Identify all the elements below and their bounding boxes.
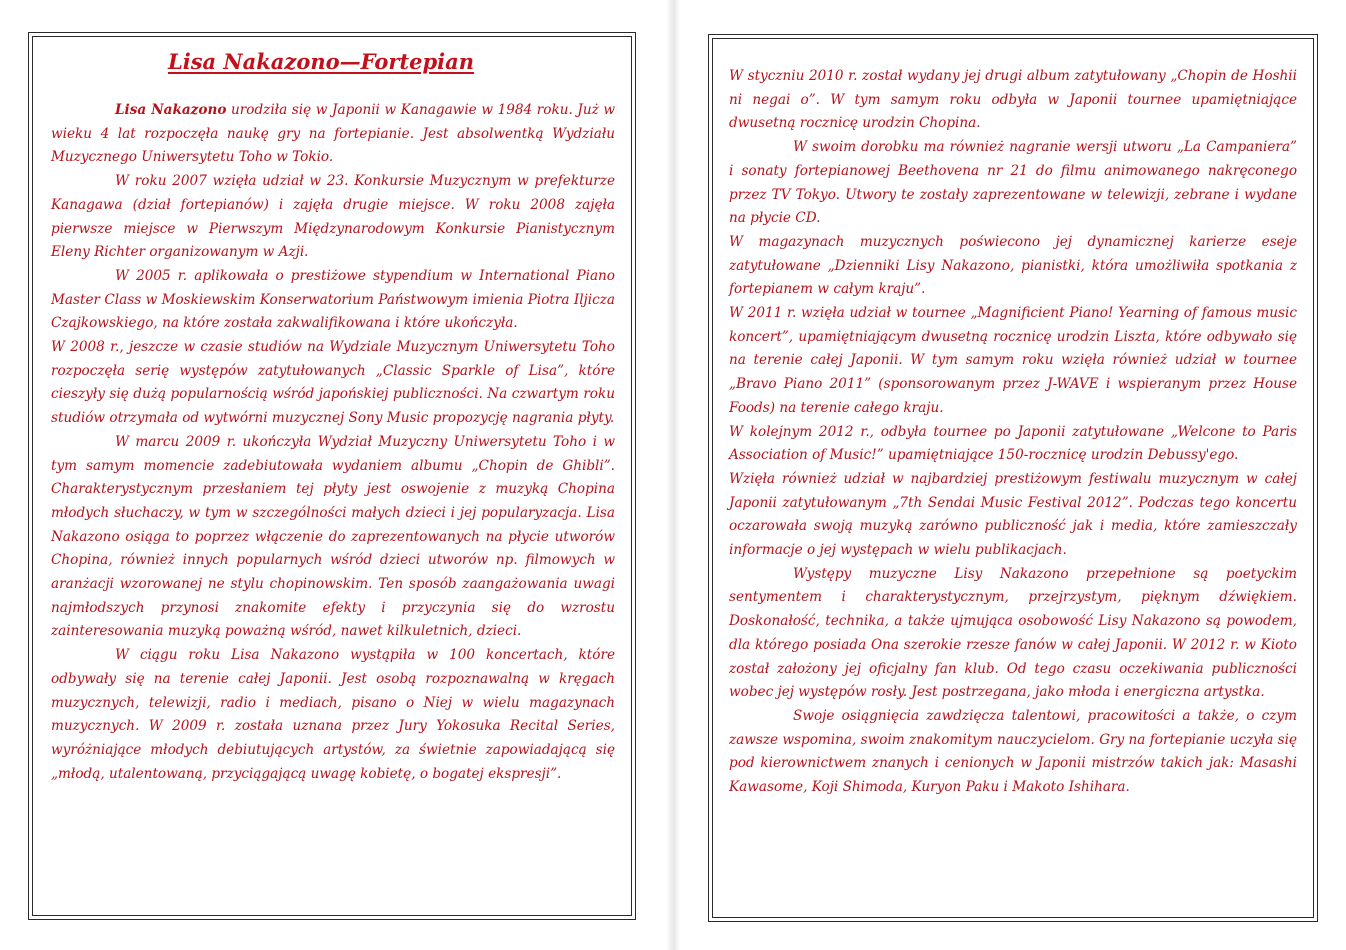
right-paragraph-4: W 2011 r. wzięła udział w tournee „Magnificient Piano! Yearning of famous music koncert”, upamiętniającym dwusetną rocznicę urodzin Liszta, które odbywało się na terenie całej Japonii. W tym samym roku wzięła również udział w tournee „Bravo Piano 2011” (sponsorowanym przez J-WAVE i wspieranym przez House Foods) na terenie całego kraju. — [729, 305, 1297, 416]
left-paragraph-5: W marcu 2009 r. ukończyła Wydział Muzyczny Uniwersytetu Toho i w tym samym momencie zadebiutowała wydaniem albumu „Chopin de Ghibli”. Charakterystycznym przesłaniem tej płyty jest oswojenie z muzyką Chopina młodych słuchaczy, w tym w szczególności małych dzieci i jej popularyzacja. Lisa Nakazono osiąga to poprzez włączenie do zaprezentowanych na płycie utworów Chopina, również innych popularnych wśród dzieci utworów np. filmowych w aranżacji wzorowanej ne stylu chopinowskim. Ten sposób zaangażowania uwagi najmłodszych przynosi znakomite efekty i przyczynia się do wzrostu zainteresowania muzyką poważną wśród, nawet kilkuletnich, dzieci. — [51, 433, 615, 640]
left-paragraph-4: W 2008 r., jeszcze w czasie studiów na Wydziale Muzycznym Uniwersytetu Toho rozpoczęła serię występów zatytułowanych „Classic Sparkle of Lisa”, które cieszyły się dużą popularnością wśród japońskiej publiczności. Na czwartym roku studiów otrzymała od wytwórni muzycznej Sony Music propozycję nagrania płyty. — [51, 339, 615, 427]
page-title: Lisa Nakazono—Fortepian — [167, 49, 475, 74]
left-paragraph-3: W 2005 r. aplikowała o prestiżowe stypendium w International Piano Master Class w Moskiewskim Konserwatorium Państwowym imienia Piotra Iljicza Czajkowskiego, na które została zakwalifikowana i które ukończyła. — [51, 267, 615, 332]
left-paragraph-2: W roku 2007 wzięła udział w 23. Konkursie Muzycznym w prefekturze Kanagawa (dział fortepianów) i zajęła drugie miejsce. W roku 2008 zajęła pierwsze miejsce w Pierwszym Międzynarodowym Konkursie Pianistycznym Eleny Richter organizowanym w Azji. — [51, 173, 615, 261]
left-paragraph-1-text: urodziła się w Japonii w Kanagawie w 1984 roku. Już w wieku 4 lat rozpoczęła naukę gry na fortepianie. Jest absolwentką Wydziału Muzycznego Uniwersytetu Toho w Tokio. — [51, 102, 615, 166]
left-paragraph-1 — [51, 99, 615, 170]
right-paragraph-3: W magazynach muzycznych poświecono jej dynamicznej karierze eseje zatytułowane „Dzienniki Lisy Nakazono, pianistki, która umożliwiła spotkania z fortepianem w całym kraju”. — [729, 233, 1297, 298]
right-page-text — [729, 65, 1297, 800]
right-paragraph-6: Wzięła również udział w najbardziej prestiżowym festiwalu muzycznym w całej Japonii zatytułowanym „7th Sendai Music Festival 2012”. Podczas tego koncertu oczarowała swoją muzyką zarówno publiczność jak i media, które zamieszczały informacje o jej występach w wielu publikacjach. — [729, 470, 1297, 559]
right-paragraph-1: W styczniu 2010 r. został wydany jej drugi album zatytułowany „Chopin de Hoshii ni negai o”. W tym samym roku odbyła w Japonii tournee upamiętniające dwusetną rocznicę urodzin Chopina. — [729, 68, 1297, 132]
left-page-frame — [32, 36, 632, 916]
right-paragraph-5: W kolejnym 2012 r., odbyła tournee po Japonii zatytułowane „Welcone to Paris Association of Music!” upamiętniające 150-rocznicę urodzin Debussy'ego. — [729, 423, 1297, 464]
right-page-frame — [712, 38, 1314, 918]
right-paragraph-7: Występy muzyczne Lisy Nakazono przepełnione są poetyckim sentymentem i charakterystycznym, przejrzystym, pięknym dźwiękiem. Doskonałość, technika, a także ujmująca osobowość Lisy Nakazono są powodem, dla którego posiada Ona szerokie rzesze fanów w całej Japonii. W 2012 r. w Kioto został założony jej oficjalny fan klub. Od tego czasu oczekiwania publiczności wobec jej występów rosły. Jest postrzegana, jako młoda i energiczna artystka. — [729, 565, 1297, 701]
right-paragraph-8: Swoje osiągnięcia zawdzięcza talentowi, pracowitości a także, o czym zawsze wspomina, swoim znakomitym nauczycielom. Gry na fortepianie uczyła się pod kierownictwem znanych i cenionych w Japonii mistrzów takich jak: Masashi Kawasome, Koji Shimoda, Kuryon Paku i Makoto Ishihara. — [729, 707, 1297, 796]
page-gutter — [666, 0, 680, 950]
artist-name: Lisa Nakazono — [115, 102, 227, 118]
right-paragraph-2: W swoim dorobku ma również nagranie wersji utworu „La Campaniera” i sonaty fortepianowej Beethovena nr 21 do filmu animowanego nakręconego przez TV Tokyo. Utwory te zostały zaprezentowane w telewizji, zebrane i wydane na płycie CD. — [729, 139, 1297, 227]
left-page-text — [51, 99, 615, 786]
left-paragraph-6: W ciągu roku Lisa Nakazono wystąpiła w 100 koncertach, które odbywały się na terenie całej Japonii. Jest osobą rozpoznawalną w kręgach muzycznych, telewizji, radio i mediach, pisano o Niej w wielu magazynach muzycznych. W 2009 r. została uznana przez Jury Yokosuka Recital Series, wyróżniające młodych debiutujących artystów, za świetnie zapowiadającą się „młodą, utalentowaną, przyciągającą uwagę kobietę, o bogatej ekspresji”. — [51, 647, 615, 782]
